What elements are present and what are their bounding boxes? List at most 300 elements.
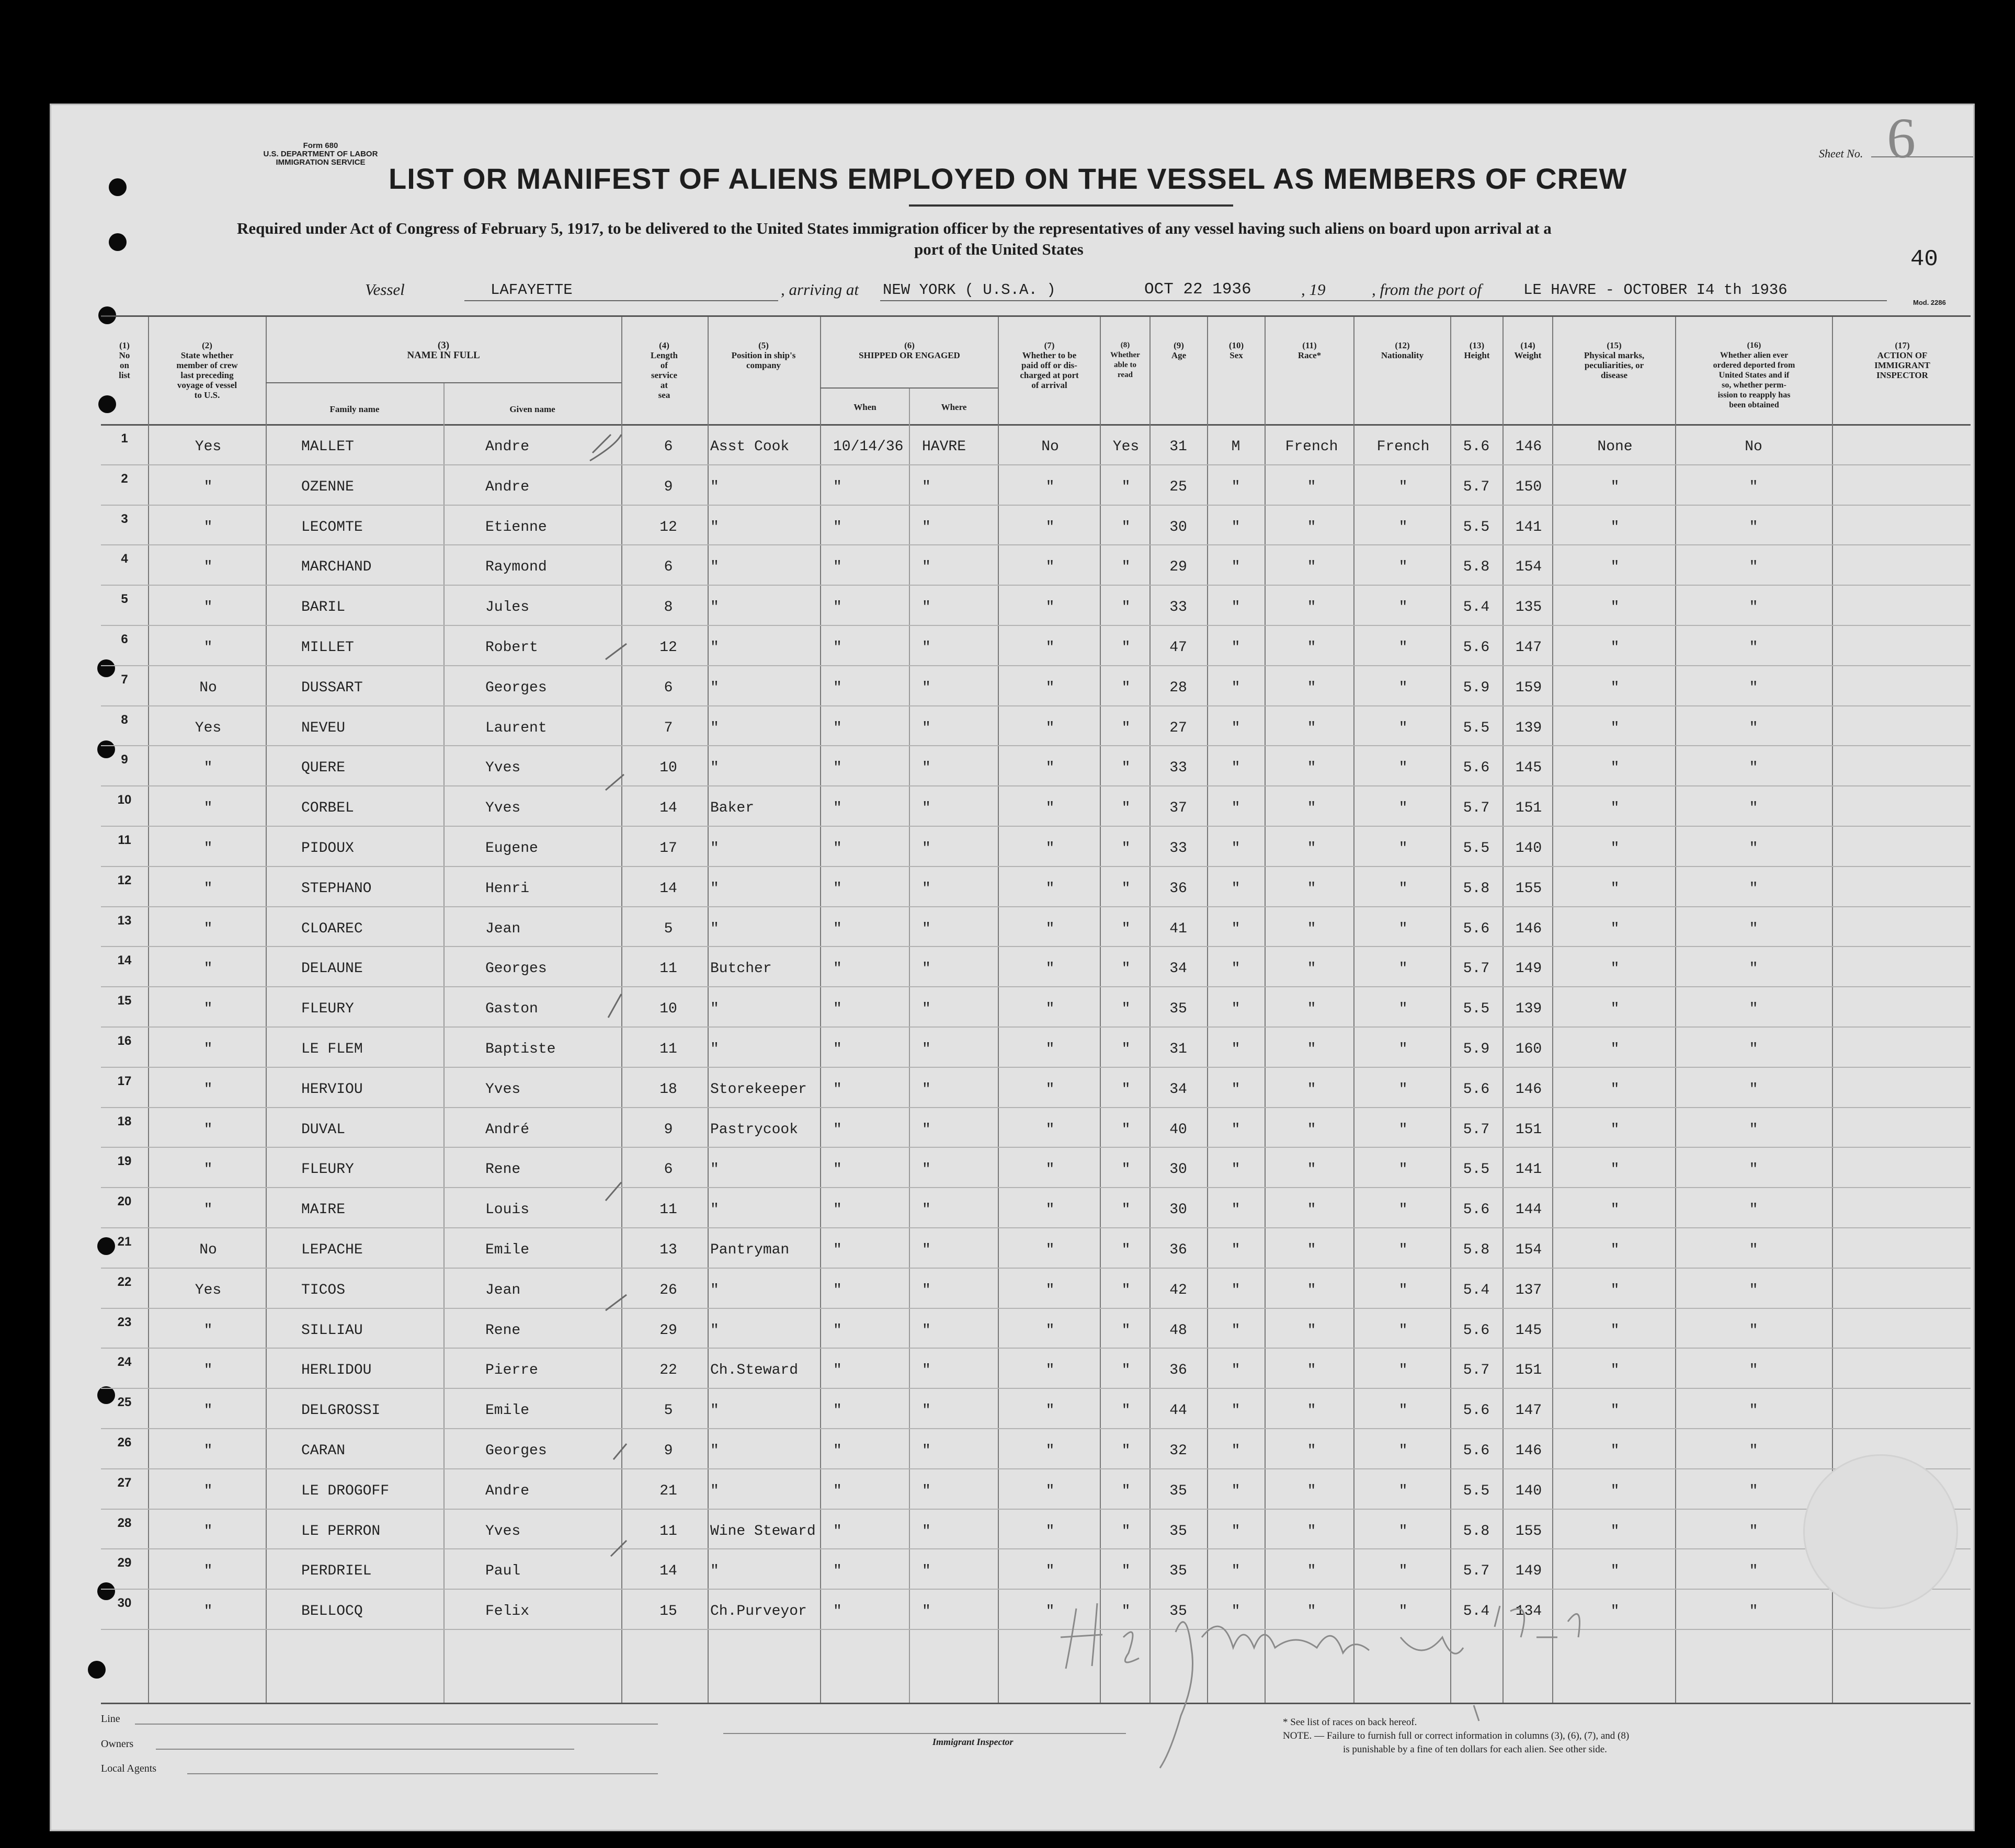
cell-marks: " [1610,1242,1620,1258]
cell-prev: " [203,800,213,817]
cell-paid: " [1045,599,1055,616]
cell-paid: " [1045,640,1055,656]
cell-prev: Yes [195,720,222,736]
cell-prev: " [203,961,213,977]
col-header-physical-marks: (15) Physical marks, peculiarities, or disease [1584,340,1645,380]
cell-when: " [833,760,842,777]
cell-sex: " [1231,599,1240,616]
cell-weight: 151 [1515,1121,1542,1138]
cell-race: " [1307,840,1316,857]
cell-age: 31 [1169,439,1187,455]
cell-height: 5.6 [1463,640,1490,656]
cell-weight: 151 [1515,1362,1542,1379]
cell-service: 9 [664,478,673,495]
cell-read: " [1121,640,1131,656]
cell-given: Georges [485,961,547,977]
cell-weight: 139 [1515,1001,1542,1018]
cell-sex: " [1231,840,1240,857]
row-number: 9 [121,752,128,767]
cell-service: 17 [659,840,677,857]
handwriting-overlay [51,105,1973,1830]
cell-age: 25 [1169,478,1187,495]
cell-family: MILLET [301,640,354,656]
cell-where: " [922,1242,931,1258]
cell-sex: " [1231,1001,1240,1018]
cell-height: 5.8 [1463,1242,1490,1258]
cell-weight: 155 [1515,1523,1542,1539]
cell-family: DUVAL [301,1121,346,1138]
cell-when: " [833,1041,842,1057]
col-header-race: (11) Race* [1297,340,1322,360]
cell-read: " [1121,519,1131,535]
cell-where: " [922,1362,931,1379]
cell-prev: " [203,1523,213,1539]
cell-read: " [1121,1001,1131,1018]
col-header-when: When [853,402,876,412]
cell-given: Andre [485,439,530,455]
cell-age: 35 [1169,1482,1187,1499]
cell-where: " [922,1161,931,1178]
cell-prev: " [203,559,213,576]
cell-service: 6 [664,679,673,696]
row-number: 25 [117,1395,132,1410]
cell-where: " [922,1081,931,1098]
vessel-label: Vessel [365,280,405,299]
cell-read: " [1121,840,1131,857]
cell-nationality: " [1398,1563,1408,1580]
col-header-action: (17) ACTION OF IMMIGRANT INSPECTOR [1874,340,1930,380]
cell-age: 48 [1169,1322,1187,1339]
cell-race: " [1307,760,1316,777]
col-header-shipped: (6) SHIPPED OR ENGAGED [859,340,960,360]
cell-position: " [710,559,719,576]
cell-where: " [922,1603,931,1620]
cell-race: " [1307,1121,1316,1138]
cell-race: " [1307,1322,1316,1339]
cell-when: " [833,720,842,736]
cell-age: 37 [1169,800,1187,817]
cell-deported: " [1749,1121,1758,1138]
cell-height: 5.9 [1463,1041,1490,1057]
cell-age: 44 [1169,1402,1187,1419]
cell-sex: " [1231,1603,1240,1620]
col-header-paid-off: (7) Whether to be paid off or dis- charged at port of arrival [1020,340,1079,390]
footer-underline [135,1724,658,1725]
cell-position: Butcher [710,961,772,977]
vessel-name: LAFAYETTE [491,281,573,299]
cell-marks: " [1610,1001,1620,1018]
sheet-label: Sheet No. [1819,147,1863,160]
cell-where: HAVRE [922,439,966,455]
row-number: 28 [117,1515,132,1530]
mod-number: Mod. 2286 [1913,299,1946,306]
cell-family: DELGROSSI [301,1402,381,1419]
cell-where: " [922,519,931,535]
cell-marks: " [1610,559,1620,576]
cell-sex: " [1231,559,1240,576]
cell-weight: 141 [1515,519,1542,535]
form-department: U.S. DEPARTMENT OF LABOR [263,150,378,158]
cell-nationality: " [1398,920,1408,937]
cell-service: 10 [659,760,677,777]
cell-deported: " [1749,800,1758,817]
row-number: 14 [117,953,132,968]
cell-service: 11 [659,1202,677,1218]
cell-age: 40 [1169,1121,1187,1138]
cell-sex: " [1231,478,1240,495]
cell-given: Gaston [485,1001,538,1018]
cell-race: " [1307,1443,1316,1459]
col-header-no: (1) No on list [119,340,130,380]
row-number: 30 [117,1596,132,1611]
cell-nationality: " [1398,1282,1408,1298]
cell-height: 5.6 [1463,920,1490,937]
cell-weight: 146 [1515,1081,1542,1098]
cell-service: 14 [659,880,677,897]
cell-position: " [710,1041,719,1057]
cell-height: 5.5 [1463,1482,1490,1499]
col-header-deported: (16) Whether alien ever ordered deported from United States and if so, whether perm- ission to reapply has been obtained [1713,341,1795,409]
cell-height: 5.6 [1463,1081,1490,1098]
cell-when: " [833,1443,842,1459]
cell-service: 14 [659,1563,677,1580]
cell-read: " [1121,1523,1131,1539]
cell-read: " [1121,478,1131,495]
cell-family: CORBEL [301,800,354,817]
cell-race: " [1307,920,1316,937]
cell-position: Asst Cook [710,439,790,455]
arriving-label: , arriving at [781,280,859,299]
cell-position: " [710,679,719,696]
cell-weight: 151 [1515,800,1542,817]
cell-deported: " [1749,760,1758,777]
cell-height: 5.9 [1463,679,1490,696]
cell-when: 10/14/36 [833,439,904,455]
cell-nationality: " [1398,559,1408,576]
cell-paid: " [1045,1603,1055,1620]
cell-family: FLEURY [301,1001,354,1018]
cell-age: 30 [1169,1161,1187,1178]
cell-prev: " [203,1081,213,1098]
cell-weight: 139 [1515,720,1542,736]
cell-marks: " [1610,920,1620,937]
cell-service: 8 [664,599,673,616]
cell-marks: None [1597,439,1633,455]
cell-position: Storekeeper [710,1081,807,1098]
cell-service: 14 [659,800,677,817]
cell-deported: " [1749,1282,1758,1298]
cell-marks: " [1610,800,1620,817]
cell-position: " [710,1563,719,1580]
cell-paid: " [1045,961,1055,977]
cell-prev: No [199,1242,217,1258]
cell-position: " [710,1202,719,1218]
cell-when: " [833,478,842,495]
cell-family: MARCHAND [301,559,372,576]
cell-height: 5.4 [1463,1603,1490,1620]
cell-when: " [833,640,842,656]
cell-height: 5.7 [1463,478,1490,495]
cell-paid: " [1045,1282,1055,1298]
cell-family: DUSSART [301,679,363,696]
cell-position: Wine Steward [710,1523,816,1539]
row-number: 3 [121,511,128,526]
cell-read: " [1121,1081,1131,1098]
cell-race: " [1307,1482,1316,1499]
cell-prev: " [203,1121,213,1138]
cell-prev: " [203,1563,213,1580]
cell-height: 5.7 [1463,800,1490,817]
cell-sex: " [1231,1362,1240,1379]
cell-height: 5.7 [1463,1121,1490,1138]
cell-read: " [1121,720,1131,736]
cell-family: LE PERRON [301,1523,381,1539]
cell-age: 33 [1169,840,1187,857]
cell-marks: " [1610,1121,1620,1138]
row-number: 23 [117,1315,132,1329]
cell-where: " [922,961,931,977]
cell-deported: " [1749,559,1758,576]
cell-nationality: " [1398,1161,1408,1178]
cell-given: Andre [485,1482,530,1499]
cell-read: " [1121,1603,1131,1620]
cell-deported: " [1749,1322,1758,1339]
cell-weight: 146 [1515,439,1542,455]
cell-sex: M [1231,439,1240,455]
cell-when: " [833,1322,842,1339]
col-header-family-name: Family name [329,404,380,414]
cell-nationality: " [1398,1202,1408,1218]
cell-family: HERVIOU [301,1081,363,1098]
cell-nationality: " [1398,1443,1408,1459]
cell-position: Baker [710,800,755,817]
cell-deported: No [1745,439,1762,455]
cell-height: 5.6 [1463,1443,1490,1459]
signature-mark [1061,1603,1580,1768]
cell-where: " [922,1563,931,1580]
cell-given: Laurent [485,720,547,736]
cell-position: " [710,1482,719,1499]
row-number: 29 [117,1556,132,1570]
cell-when: " [833,840,842,857]
cell-when: " [833,1161,842,1178]
cell-service: 18 [659,1081,677,1098]
cell-weight: 134 [1515,1603,1542,1620]
row-number: 15 [117,994,132,1008]
cell-race: " [1307,1282,1316,1298]
cell-race: " [1307,559,1316,576]
cell-race: " [1307,720,1316,736]
cell-prev: " [203,1603,213,1620]
cell-age: 31 [1169,1041,1187,1057]
cell-weight: 149 [1515,1563,1542,1580]
col-header-position: (5) Position in ship's company [731,340,796,370]
cell-nationality: " [1398,1081,1408,1098]
cell-position: " [710,1161,719,1178]
cell-service: 11 [659,961,677,977]
cell-given: Rene [485,1161,521,1178]
cell-prev: " [203,1202,213,1218]
cell-paid: " [1045,1121,1055,1138]
cell-prev: " [203,1322,213,1339]
cell-given: Emile [485,1402,530,1419]
footer-line-label: Line [101,1713,120,1725]
cell-when: " [833,1121,842,1138]
cell-where: " [922,1402,931,1419]
cell-read: " [1121,1282,1131,1298]
cell-when: " [833,880,842,897]
cell-prev: " [203,1362,213,1379]
cell-position: Ch.Steward [710,1362,799,1379]
cell-height: 5.8 [1463,880,1490,897]
cell-family: QUERE [301,760,346,777]
cell-nationality: French [1376,439,1430,455]
cell-nationality: " [1398,1121,1408,1138]
cell-given: Henri [485,880,530,897]
cell-weight: 150 [1515,478,1542,495]
cell-where: " [922,679,931,696]
cell-read: " [1121,599,1131,616]
cell-sex: " [1231,720,1240,736]
cell-prev: " [203,880,213,897]
cell-family: LE DROGOFF [301,1482,390,1499]
footer-note: NOTE. — Failure to furnish full or correct information in columns (3), (6), (7), and (8) [1283,1730,1630,1741]
cell-position: " [710,720,719,736]
cell-when: " [833,1242,842,1258]
cell-position: " [710,920,719,937]
cell-age: 30 [1169,1202,1187,1218]
cell-sex: " [1231,760,1240,777]
sheet-number: 6 [1887,106,1916,170]
footer-underline [156,1749,574,1750]
cell-where: " [922,840,931,857]
cell-race: " [1307,1603,1316,1620]
col-header-height: (13) Height [1464,340,1490,360]
cell-race: " [1307,679,1316,696]
cell-marks: " [1610,1523,1620,1539]
cell-sex: " [1231,961,1240,977]
cell-sex: " [1231,1482,1240,1499]
cell-weight: 146 [1515,1443,1542,1459]
cell-prev: Yes [195,439,222,455]
cell-where: " [922,478,931,495]
cell-where: " [922,640,931,656]
footer-agents-label: Local Agents [101,1763,157,1774]
cell-paid: No [1041,439,1059,455]
cell-sex: " [1231,920,1240,937]
cell-deported: " [1749,961,1758,977]
cell-given: Eugene [485,840,538,857]
row-number: 24 [117,1355,132,1370]
footer-owners-label: Owners [101,1738,134,1750]
col-header-name: (3) NAME IN FULL [407,340,480,361]
cell-nationality: " [1398,1362,1408,1379]
cell-given: Georges [485,1443,547,1459]
cell-weight: 154 [1515,559,1542,576]
cell-marks: " [1610,880,1620,897]
cell-paid: " [1045,1482,1055,1499]
cell-deported: " [1749,880,1758,897]
cell-where: " [922,1282,931,1298]
from-port: LE HAVRE - OCTOBER I4 th 1936 [1523,281,1788,299]
cell-weight: 140 [1515,840,1542,857]
cell-family: NEVEU [301,720,346,736]
cell-nationality: " [1398,800,1408,817]
cell-deported: " [1749,1041,1758,1057]
cell-sex: " [1231,679,1240,696]
cell-deported: " [1749,1161,1758,1178]
row-number: 19 [117,1154,132,1169]
cell-read: " [1121,1041,1131,1057]
cell-given: Rene [485,1322,521,1339]
cell-deported: " [1749,1362,1758,1379]
cell-given: Paul [485,1563,521,1580]
cell-service: 21 [659,1482,677,1499]
cell-sex: " [1231,1402,1240,1419]
cell-service: 7 [664,720,673,736]
cell-height: 5.8 [1463,1523,1490,1539]
cell-paid: " [1045,1563,1055,1580]
cell-position: " [710,1402,719,1419]
cell-race: " [1307,1202,1316,1218]
cell-family: STEPHANO [301,880,372,897]
cell-when: " [833,1081,842,1098]
cell-when: " [833,961,842,977]
cell-deported: " [1749,920,1758,937]
cell-race: " [1307,519,1316,535]
cell-paid: " [1045,1242,1055,1258]
row-number: 8 [121,712,128,727]
cell-age: 33 [1169,760,1187,777]
cell-nationality: " [1398,760,1408,777]
cell-where: " [922,1482,931,1499]
cell-age: 36 [1169,1362,1187,1379]
col-header-nationality: (12) Nationality [1381,340,1424,360]
cell-race: " [1307,1041,1316,1057]
cell-height: 5.5 [1463,720,1490,736]
cell-marks: " [1610,478,1620,495]
row-number: 12 [117,873,132,887]
cell-sex: " [1231,1563,1240,1580]
cell-deported: " [1749,1081,1758,1098]
cell-prev: " [203,1482,213,1499]
row-number: 27 [117,1475,132,1490]
cell-paid: " [1045,1001,1055,1018]
cell-when: " [833,559,842,576]
cell-weight: 147 [1515,640,1542,656]
cell-deported: " [1749,640,1758,656]
cell-nationality: " [1398,478,1408,495]
cell-race: " [1307,599,1316,616]
cell-given: Emile [485,1242,530,1258]
cell-race: " [1307,800,1316,817]
cell-nationality: " [1398,1603,1408,1620]
cell-age: 35 [1169,1603,1187,1620]
cell-position: Pantryman [710,1242,790,1258]
cell-family: HERLIDOU [301,1362,372,1379]
cell-paid: " [1045,760,1055,777]
cell-height: 5.8 [1463,559,1490,576]
cell-race: " [1307,1563,1316,1580]
cell-deported: " [1749,1443,1758,1459]
cell-paid: " [1045,519,1055,535]
cell-nationality: " [1398,961,1408,977]
cell-given: Yves [485,760,521,777]
cell-where: " [922,1523,931,1539]
cell-position: " [710,760,719,777]
cell-race: " [1307,1001,1316,1018]
cell-family: PIDOUX [301,840,354,857]
